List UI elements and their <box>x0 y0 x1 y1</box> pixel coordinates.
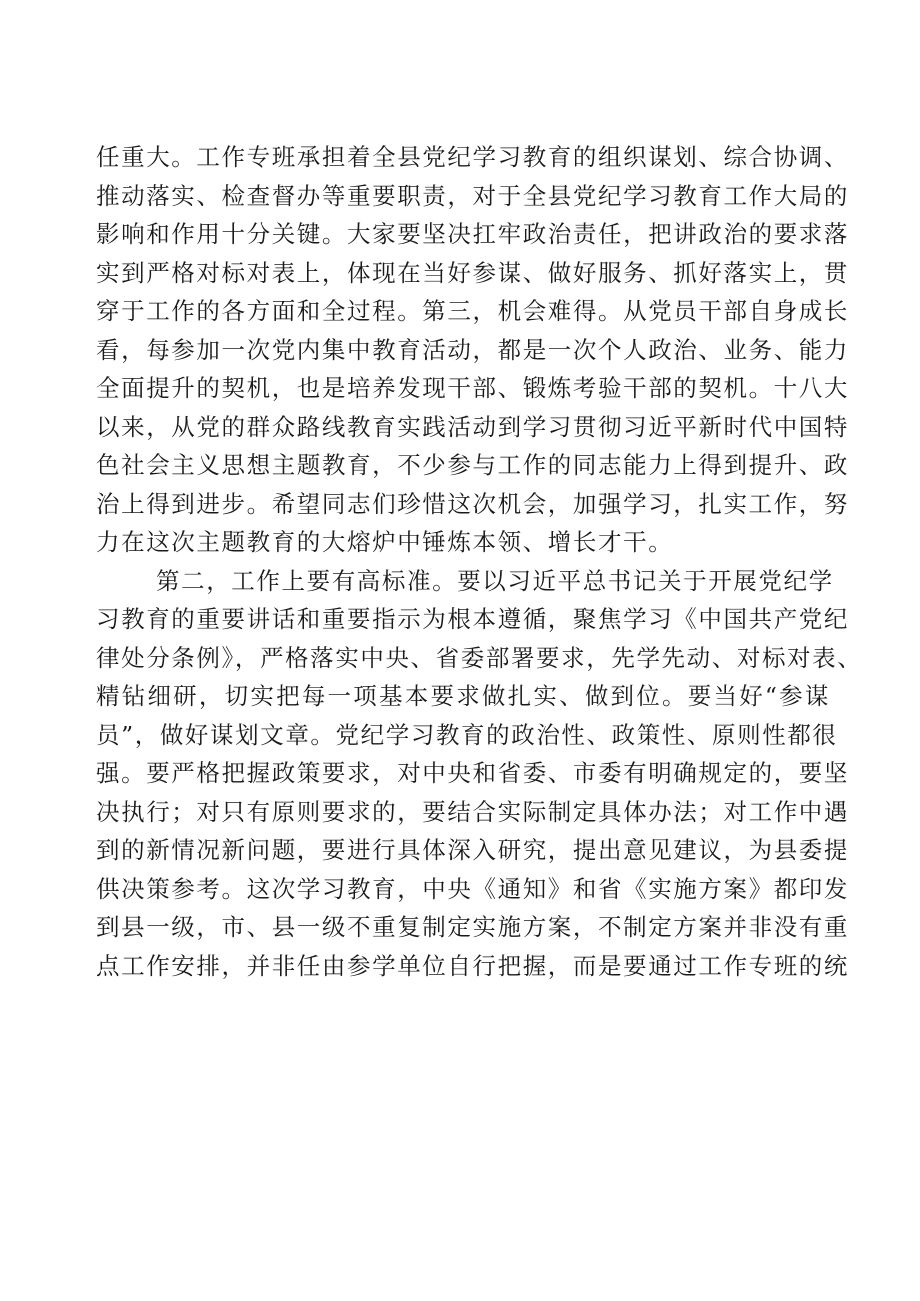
document-body <box>96 138 863 985</box>
paragraph-2-line-4: 精钻细研，切实把每一项基本要求做扎实、做到位。要当好“参谋 <box>96 682 830 710</box>
paragraph-2-line-8: 到的新情况新问题，要进行具体深入研究，提出意见建议，为县委提 <box>96 836 849 864</box>
paragraph-1-line-7: 全面提升的契机，也是培养发现干部、锻炼考验干部的契机。十八大 <box>96 374 849 402</box>
paragraph-2-line-5: 员”，做好谋划文章。党纪学习教育的政治性、政策性、原则性都很 <box>96 720 838 749</box>
paragraph-2-line-2: 习教育的重要讲话和重要指示为根本遵循，聚焦学习《中国共产党纪 <box>96 605 849 633</box>
paragraph-1-line-3: 影响和作用十分关键。大家要坚决扛牢政治责任，把讲政治的要求落 <box>96 220 849 248</box>
paragraph-2-line-3: 律处分条例》，严格落实中央、省委部署要求，先学先动、对标对表、 <box>96 643 863 672</box>
paragraph-1-line-5: 穿于工作的各方面和全过程。第三，机会难得。从党员干部自身成长 <box>96 297 849 325</box>
paragraph-1-line-1: 任重大。工作专班承担着全县党纪学习教育的组织谋划、综合协调、 <box>96 143 849 171</box>
paragraph-2-line-10: 到县一级，市、县一级不重复制定实施方案，不制定方案并非没有重 <box>96 913 849 941</box>
paragraph-1-line-9: 色社会主义思想主题教育，不少参与工作的同志能力上得到提升、政 <box>96 451 849 479</box>
paragraph-2-line-1: 第二，工作上要有高标准。要以习近平总书记关于开展党纪学 <box>156 566 834 595</box>
paragraph-1-line-8: 以来，从党的群众路线教育实践活动到学习贯彻习近平新时代中国特 <box>96 412 849 441</box>
paragraph-1-line-6: 看，每参加一次党内集中教育活动，都是一次个人政治、业务、能力 <box>96 335 849 364</box>
paragraph-1-line-4: 实到严格对标对表上，体现在当好参谋、做好服务、抓好落实上，贯 <box>96 258 849 287</box>
paragraph-1-line-11: 力在这次主题教育的大熔炉中锤炼本领、增长才干。 <box>96 528 674 556</box>
paragraph-2-line-9: 供决策参考。这次学习教育，中央《通知》和省《实施方案》都印发 <box>96 874 849 903</box>
paragraph-2-line-7: 决执行；对只有原则要求的，要结合实际制定具体办法；对工作中遇 <box>96 797 849 826</box>
paragraph-1-line-2: 推动落实、检查督办等重要职责，对于全县党纪学习教育工作大局的 <box>96 181 849 210</box>
paragraph-2-line-11: 点工作安排，并非任由参学单位自行把握，而是要通过工作专班的统 <box>96 951 849 980</box>
paragraph-2-line-6: 强。要严格把握政策要求，对中央和省委、市委有明确规定的，要坚 <box>96 759 849 787</box>
paragraph-1-line-10: 治上得到进步。希望同志们珍惜这次机会，加强学习，扎实工作，努 <box>96 489 849 518</box>
